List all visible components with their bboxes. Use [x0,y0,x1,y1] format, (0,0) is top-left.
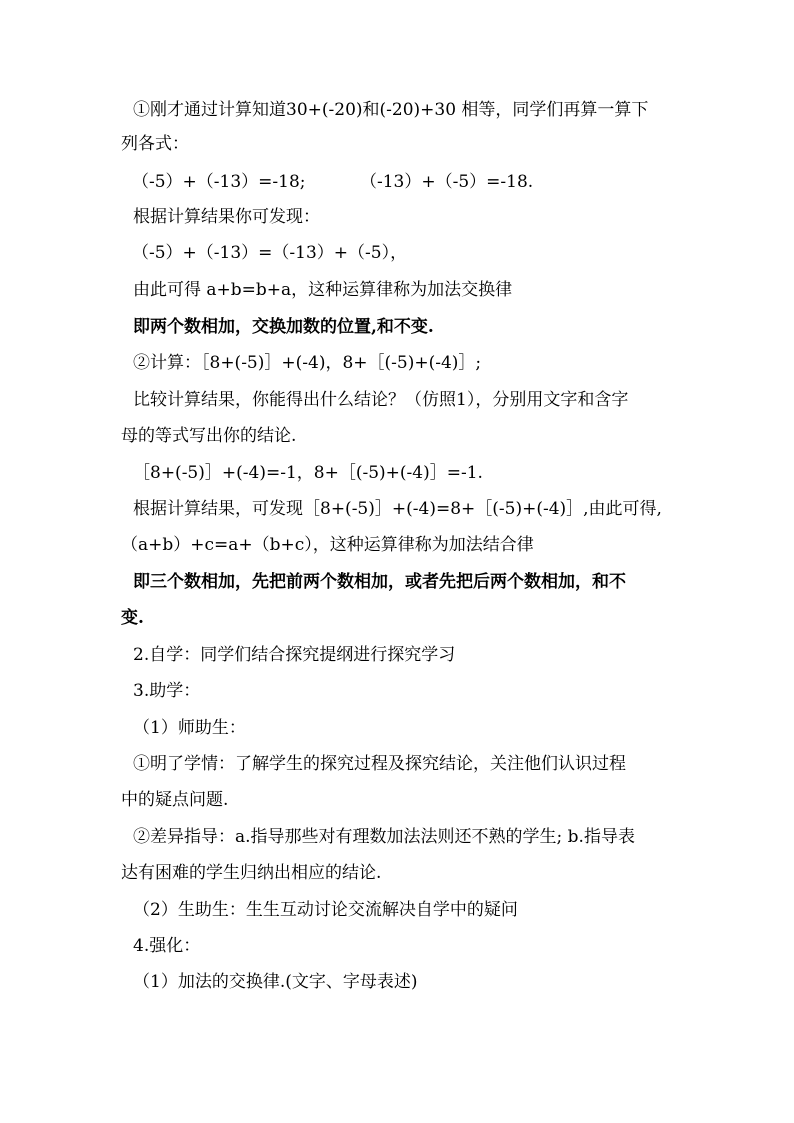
section-heading: 3.助学： [133,681,201,701]
equation-line: ［8+(-5)］+(-4)=-1，8+［(-5)+(-4)］=-1. [133,463,483,483]
paragraph-line: 达有困难的学生归纳出相应的结论. [121,863,382,883]
paragraph-line: ①明了学情：了解学生的探究过程及探究结论，关注他们认识过程 [133,754,626,774]
paragraph-line: （a+b）+c=a+（b+c），这种运算律称为加法结合律 [121,535,534,555]
paragraph-line: ①刚才通过计算知道30+(-20)和(-20)+30 相等，同学们再算一算下 [133,100,649,120]
equation-line: （-5）+（-13）=-18; [132,172,306,192]
bold-statement: 即三个数相加，先把前两个数相加，或者先把后两个数相加，和不 [133,572,626,592]
section-heading: 2.自学：同学们结合探究提纲进行探究学习 [133,645,456,665]
paragraph-line: ②差异指导：a.指导那些对有理数加法法则还不熟的学生; b.指导表 [133,827,635,847]
paragraph-line: 根据计算结果，可发现［8+(-5)］+(-4)=8+［(-5)+(-4)］,由此可得, [133,499,662,519]
bold-statement: 变. [121,608,144,628]
equation-line: （-13）+（-5）=-18. [360,172,534,192]
paragraph-line: 母的等式写出你的结论. [121,426,297,446]
paragraph-line: 由此可得 a+b=b+a，这种运算律称为加法交换律 [133,280,513,300]
bold-statement: 即两个数相加，交换加数的位置,和不变. [133,317,434,337]
subsection-heading: （1）师助生： [133,718,246,738]
equation-line: （-5）+（-13）=（-13）+（-5）， [132,243,408,263]
paragraph-line: 中的疑点问题. [121,790,229,810]
section-heading: 4.强化： [133,936,201,956]
paragraph-line: 比较计算结果，你能得出什么结论？（仿照1），分别用文字和含字 [133,390,629,410]
subsection-heading: （1）加法的交换律.(文字、字母表述) [133,972,418,992]
paragraph-line: 根据计算结果你可发现： [133,207,320,227]
paragraph-line: 列各式： [121,134,189,154]
paragraph-line: ②计算：［8+(-5)］+(-4)，8+［(-5)+(-4)］; [133,353,482,373]
subsection-heading: （2）生助生：生生互动讨论交流解决自学中的疑问 [133,900,518,920]
